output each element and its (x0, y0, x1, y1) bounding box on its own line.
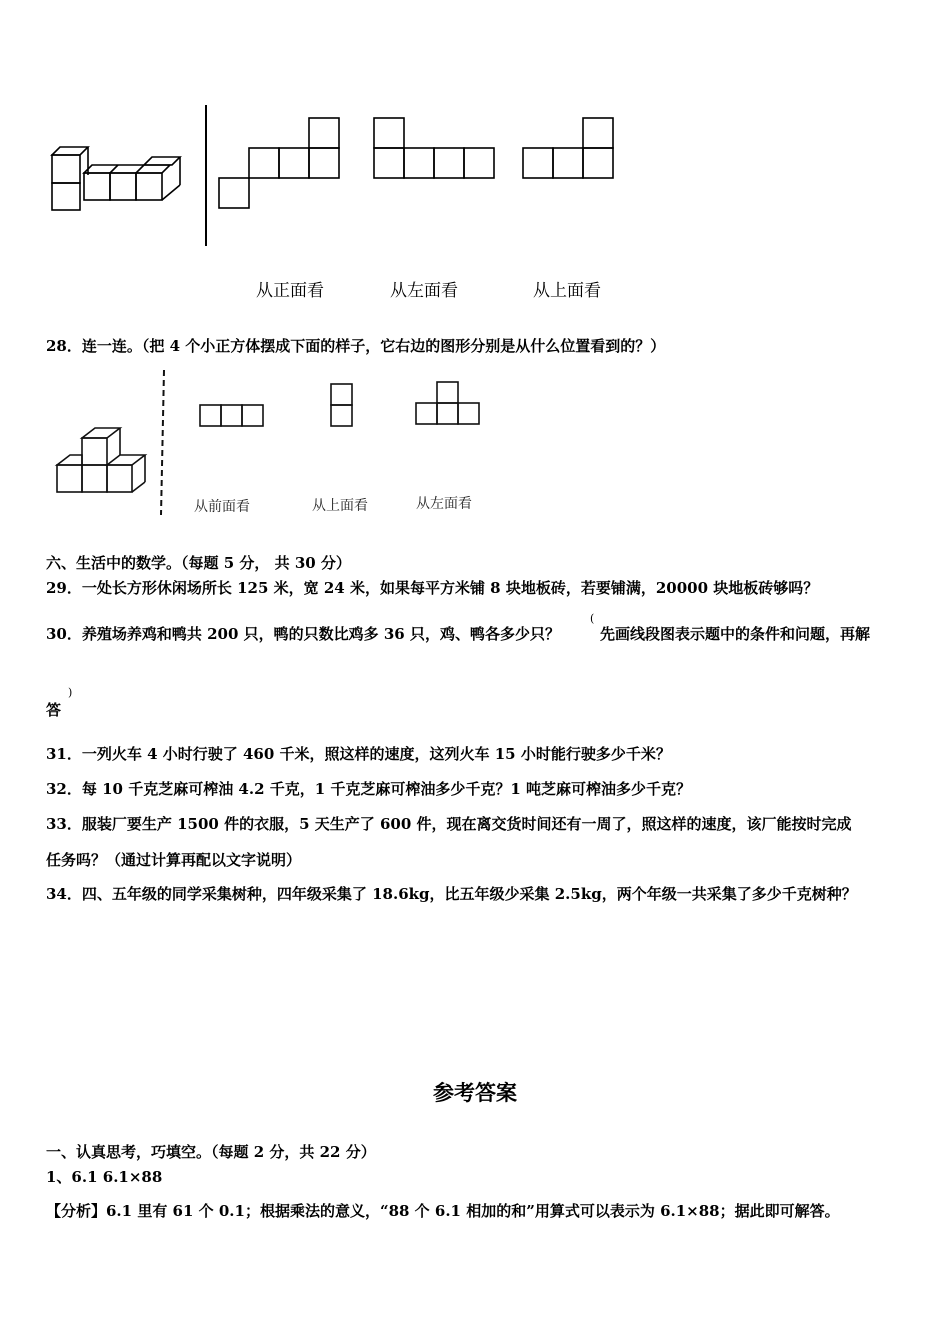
q28-caption-top: 从上面看 (312, 498, 368, 514)
answers-title: 参考答案 (433, 1081, 517, 1105)
figure1-view-b (374, 118, 494, 178)
figure1-caption-left: 从左面看 (390, 281, 458, 301)
q28-view-1 (200, 405, 263, 426)
q28-view-3 (416, 382, 479, 424)
q32-text: 32．每 10 千克芝麻可榨油 4.2 千克，1 千克芝麻可榨油多少千克？1 吨芝麻可榨油多少千克？ (46, 780, 692, 798)
figure1-caption-front: 从正面看 (256, 281, 324, 301)
figure1-view-c (523, 118, 613, 178)
q30-line1: 30．养殖场养鸡和鸭共 200 只，鸭的只数比鸡多 36 只，鸡、鸭各多少只？ (46, 625, 560, 643)
q29-text: 29．一处长方形休闲场所长 125 米，宽 24 米，如果每平方米铺 8 块地板砖，若要铺满，20000 块地板砖够吗？ (46, 579, 819, 597)
q28-3d-stack (57, 428, 145, 492)
q28-cube-drawing (0, 360, 950, 530)
figure1-caption-top: 从上面看 (533, 281, 601, 301)
q28-divider (161, 370, 164, 515)
answers-analysis: 【分析】6.1 里有 61 个 0.1；根据乘法的意义，“88 个 6.1 相加的和”用算式可以表示为 6.1×88；据此即可解答。 (46, 1202, 840, 1220)
q34-text: 34．四、五年级的同学采集树种，四年级采集了 18.6kg，比五年级少采集 2.5kg，两个年级一共采集了多少千克树种？ (46, 885, 857, 903)
answers-a1: 1、6.1 6.1×88 (46, 1168, 163, 1186)
section6-heading: 六、生活中的数学。（每题 5 分， 共 30 分） (46, 554, 351, 572)
q28-caption-front: 从前面看 (194, 499, 250, 515)
figure1-cube-drawing (0, 0, 950, 260)
q28-text: 28．连一连。（把 4 个小正方体摆成下面的样子，它右边的图形分别是从什么位置看到的？） (46, 337, 666, 355)
q33-line2: 任务吗？（通过计算再配以文字说明） (46, 851, 302, 869)
q33-line1: 33．服装厂要生产 1500 件的衣服，5 天生产了 600 件，现在离交货时间还有一周了，照这样的速度，该厂能按时完成 (46, 815, 852, 833)
answers-section1: 一、认真思考，巧填空。（每题 2 分，共 22 分） (46, 1143, 376, 1161)
q30-hint: 先画线段图表示题中的条件和问题，再解 (600, 625, 871, 643)
q30-paren-open: ( (590, 612, 595, 625)
q28-view-2 (331, 384, 352, 426)
q30-paren-close: ) (68, 686, 73, 699)
q31-text: 31．一列火车 4 小时行驶了 460 千米，照这样的速度，这列火车 15 小时能行驶多少千米？ (46, 745, 671, 763)
q28-caption-left: 从左面看 (416, 496, 472, 512)
figure1-3d-stack (52, 147, 180, 210)
q30-line2: 答 (46, 701, 62, 719)
figure1-view-a (219, 118, 339, 208)
